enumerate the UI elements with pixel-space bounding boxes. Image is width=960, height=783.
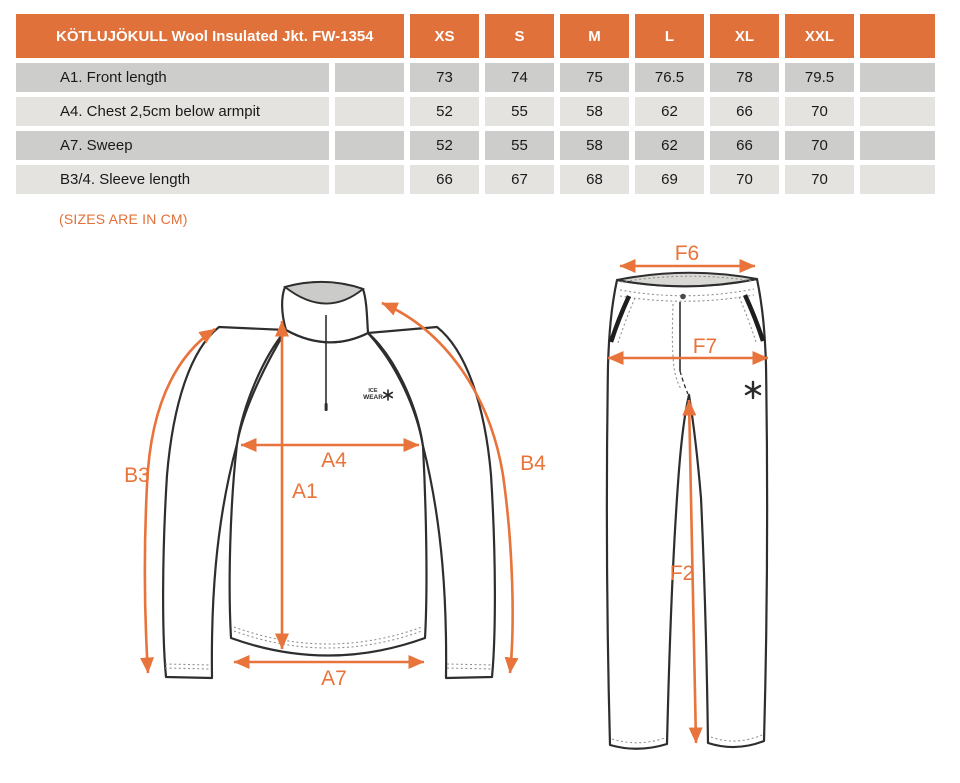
value-cell: 67: [485, 165, 554, 194]
value-cell: 62: [635, 97, 704, 126]
row-label: A1. Front length: [16, 63, 329, 92]
dim-label-f6: F6: [674, 242, 700, 265]
size-column-header: XL: [710, 14, 779, 58]
row-label: A4. Chest 2,5cm below armpit: [16, 97, 329, 126]
value-cell: 52: [410, 131, 479, 160]
dim-label-a1: A1: [292, 480, 318, 503]
value-cell: 79.5: [785, 63, 854, 92]
jacket-body: [230, 330, 427, 656]
pants-drawing: [607, 273, 767, 749]
dim-label-f7: F7: [692, 335, 718, 358]
size-column-header: M: [560, 14, 629, 58]
table-title: KÖTLUJÖKULL Wool Insulated Jkt. FW-1354: [16, 14, 404, 58]
value-cell: 70: [785, 97, 854, 126]
pants-body: [607, 279, 767, 749]
sizes-unit-note: (SIZES ARE IN CM): [59, 211, 188, 227]
spacer-cell: [335, 165, 404, 194]
dim-label-a4: A4: [321, 449, 347, 472]
dim-label-f2: F2: [669, 562, 695, 585]
size-column-header: L: [635, 14, 704, 58]
spacer-cell: [860, 131, 935, 160]
row-label: B3/4. Sleeve length: [16, 165, 329, 194]
value-cell: 66: [710, 97, 779, 126]
value-cell: 68: [560, 165, 629, 194]
value-cell: 78: [710, 63, 779, 92]
value-cell: 69: [635, 165, 704, 194]
jacket-zipper-pull: [325, 403, 328, 411]
value-cell: 66: [410, 165, 479, 194]
size-column-header: S: [485, 14, 554, 58]
value-cell: 58: [560, 97, 629, 126]
value-cell: 70: [785, 131, 854, 160]
size-column-header: XXL: [785, 14, 854, 58]
pants-diagram: [575, 240, 805, 770]
size-column-header: XS: [410, 14, 479, 58]
value-cell: 55: [485, 131, 554, 160]
value-cell: 76.5: [635, 63, 704, 92]
value-cell: 70: [710, 165, 779, 194]
value-cell: 62: [635, 131, 704, 160]
value-cell: 74: [485, 63, 554, 92]
spacer-cell: [335, 63, 404, 92]
jacket-diagram: [95, 245, 565, 755]
value-cell: 58: [560, 131, 629, 160]
waist-button: [680, 294, 686, 300]
spacer-cell: [860, 165, 935, 194]
value-cell: 52: [410, 97, 479, 126]
value-cell: 70: [785, 165, 854, 194]
spacer-cell: [335, 131, 404, 160]
spacer-cell: [860, 63, 935, 92]
row-label: A7. Sweep: [16, 131, 329, 160]
header-spacer-cell: [860, 14, 935, 58]
dim-label-a7: A7: [321, 667, 347, 690]
dim-label-b4: B4: [520, 452, 546, 475]
spacer-cell: [860, 97, 935, 126]
dim-label-b3: B3: [124, 464, 150, 487]
brand-logo-line2: WEAR: [363, 394, 383, 401]
brand-logo-line1: ICE: [368, 388, 378, 394]
value-cell: 66: [710, 131, 779, 160]
spacer-cell: [335, 97, 404, 126]
size-table: [16, 14, 935, 194]
value-cell: 73: [410, 63, 479, 92]
jacket-drawing: [163, 282, 495, 678]
value-cell: 55: [485, 97, 554, 126]
value-cell: 75: [560, 63, 629, 92]
